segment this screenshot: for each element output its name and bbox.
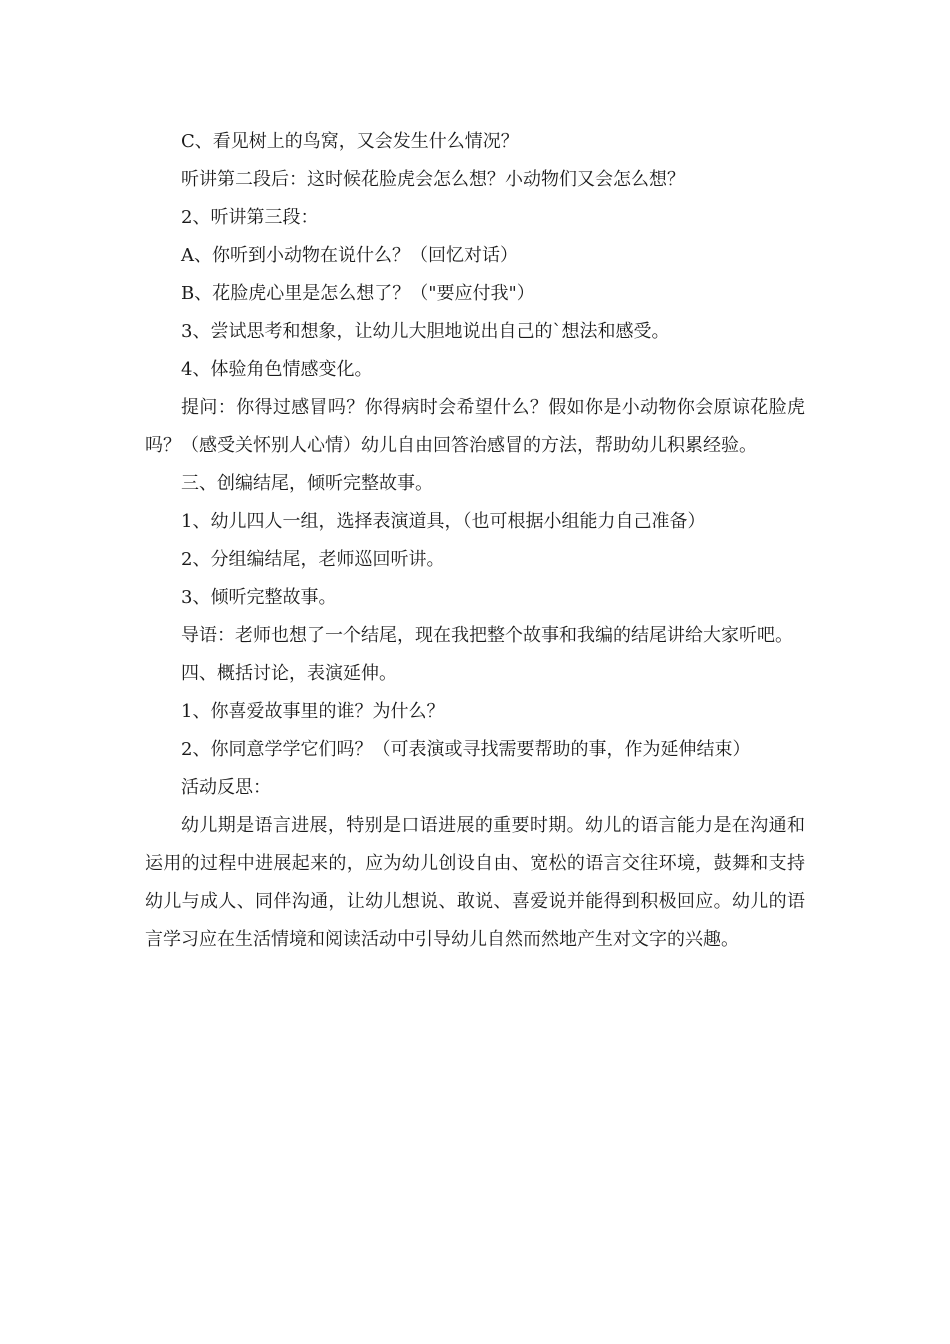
paragraph-guide: 导语：老师也想了一个结尾，现在我把整个故事和我编的结尾讲给大家听吧。 xyxy=(181,625,793,646)
paragraph-discussion-1: 1、你喜爱故事里的谁？为什么？ xyxy=(181,701,445,722)
section-heading-4: 四、概括讨论，表演延伸。 xyxy=(181,663,397,684)
paragraph-discussion-2: 2、你同意学学它们吗？（可表演或寻找需要帮助的事，作为延伸结束） xyxy=(181,739,751,760)
paragraph-group-step-1: 1、幼儿四人一组，选择表演道具，（也可根据小组能力自己准备） xyxy=(181,511,706,532)
reflection-body: 幼儿期是语言进展，特别是口语进展的重要时期。幼儿的语言能力是在沟通和运用的过程中进展起来的，应为幼儿创设自由、宽松的语言交往环境，鼓舞和支持幼儿与成人、同伴沟通，让幼儿想说、敢说、喜爱说并能得到积极回应。幼儿的语言学习应在生活情境和阅读活动中引导幼儿自然而然地产生对文字的兴趣。 xyxy=(145,815,805,950)
paragraph-step-3: 3、尝试思考和想象，让幼儿大胆地说出自己的`想法和感受。 xyxy=(181,321,670,342)
paragraph-group-step-2: 2、分组编结尾，老师巡回听讲。 xyxy=(181,549,445,570)
paragraph-question-b: B、花脸虎心里是怎么想了？（"要应付我"） xyxy=(181,283,535,304)
document-body xyxy=(145,123,805,959)
section-heading-3: 三、创编结尾，倾听完整故事。 xyxy=(181,473,433,494)
reflection-heading: 活动反思： xyxy=(181,777,271,798)
paragraph-after-second-part: 听讲第二段后：这时候花脸虎会怎么想？小动物们又会怎么想？ xyxy=(181,169,685,190)
paragraph-questions: 提问：你得过感冒吗？你得病时会希望什么？假如你是小动物你会原谅花脸虎吗？（感受关怀别人心情）幼儿自由回答治感冒的方法，帮助幼儿积累经验。 xyxy=(145,397,805,456)
paragraph-listen-third-part: 2、听讲第三段： xyxy=(181,207,319,228)
paragraph-question-a: A、你听到小动物在说什么？（回忆对话） xyxy=(181,245,518,266)
paragraph-step-4: 4、体验角色情感变化。 xyxy=(181,359,373,380)
paragraph-question-c: C、看见树上的鸟窝，又会发生什么情况？ xyxy=(181,131,519,152)
paragraph-group-step-3: 3、倾听完整故事。 xyxy=(181,587,337,608)
